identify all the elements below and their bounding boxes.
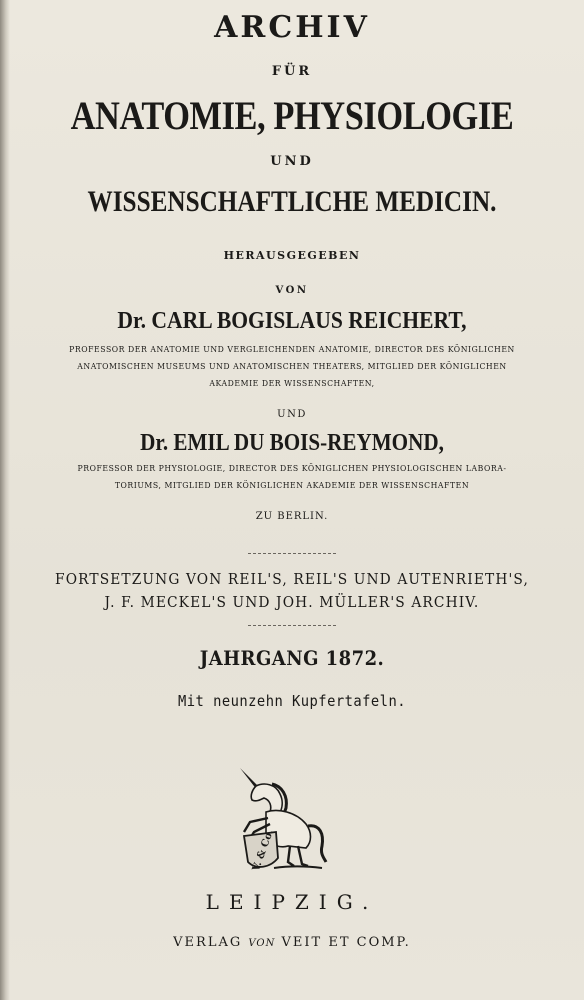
printer-mark-monogram: V. & Co. — [250, 828, 277, 873]
editor2-description-line1: PROFESSOR DER PHYSIOLOGIE, DIRECTOR DES KÖNIGLICHEN PHYSIOLOGISCHEN LABORA- — [77, 464, 507, 474]
publisher-line — [0, 935, 584, 950]
continuation-line2: J. F. MECKEL'S UND JOH. MÜLLER'S ARCHIV. — [104, 593, 480, 611]
von-label: VON — [275, 285, 309, 296]
year-label: JAHRGANG 1872. — [199, 646, 385, 670]
continuation-line1: FORTSETZUNG VON REIL'S, REIL'S UND AUTENRIETH'S, — [55, 570, 529, 588]
divider-rule-top — [248, 553, 336, 554]
divider-rule-bottom — [248, 625, 336, 626]
journal-title-archiv: ARCHIV — [214, 10, 370, 45]
editor1-fullname: CARL BOGISLAUS REICHERT, — [151, 308, 467, 334]
editor2-name — [35, 430, 549, 457]
editor2-fullname: EMIL DU BOIS-REYMOND, — [173, 430, 444, 456]
journal-title-und: UND — [270, 154, 314, 169]
editor1-description-line3: AKADEMIE DER WISSENSCHAFTEN, — [209, 379, 375, 389]
editor1-description-line1: PROFESSOR DER ANATOMIE UND VERGLEICHENDEN ANATOMIE, DIRECTOR DES KÖNIGLICHEN — [69, 345, 515, 355]
journal-title-medicine: WISSENSCHAFTLICHE MEDICIN. — [87, 185, 497, 218]
publisher-name: VEIT ET COMP. — [281, 935, 411, 950]
page-edge-shadow — [0, 0, 10, 1000]
editor2-prefix: Dr. — [140, 430, 169, 456]
editor1-name — [29, 308, 555, 335]
unicorn-printer-mark-icon — [226, 762, 330, 874]
publisher-verlag: VERLAG — [173, 935, 243, 950]
publisher-von: VON — [248, 938, 276, 949]
journal-title-subjects: ANATOMIE, PHYSIOLOGIE — [70, 93, 514, 138]
journal-title-fuer: FÜR — [271, 64, 313, 79]
city-label: LEIPZIG. — [205, 890, 379, 914]
plates-label: Mit neunzehn Kupfertafeln. — [178, 692, 406, 710]
location-label: ZU BERLIN. — [255, 511, 329, 522]
editor2-description-line2: TORIUMS, MITGLIED DER KÖNIGLICHEN AKADEMIE DER WISSENSCHAFTEN — [114, 481, 470, 491]
editor1-prefix: Dr. — [117, 308, 147, 334]
herausgegeben-label: HERAUSGEGEBEN — [223, 249, 361, 262]
editor1-description-line2: ANATOMISCHEN MUSEUMS UND ANATOMISCHEN THEATERS, MITGLIED DER KÖNIGLICHEN — [77, 362, 507, 372]
und-label: UND — [277, 409, 307, 420]
